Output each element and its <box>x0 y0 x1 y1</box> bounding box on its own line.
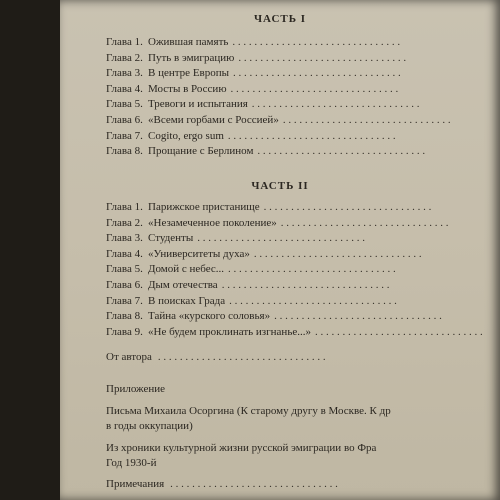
chapter-label: Глава 4. <box>106 82 143 95</box>
book-page <box>60 0 500 500</box>
leader-dots: . . . . . . . . . . . . . . . . . . . . . . . . . . . . . . . <box>230 82 399 95</box>
chapter-label: Глава 6. <box>106 113 143 126</box>
toc-row <box>106 326 500 342</box>
chapter-title: Домой с небес... <box>148 263 225 276</box>
chapter-title: Прощание с Берлином <box>148 145 254 158</box>
leader-dots: . . . . . . . . . . . . . . . . . . . . . . . . . . . . . . . <box>253 247 422 260</box>
leader-dots: . . . . . . . . . . . . . . . . . . . . . . . . . . . . . . . <box>221 278 390 291</box>
chapter-label: Глава 3. <box>106 232 143 245</box>
leader-dots: . . . . . . . . . . . . . . . . . . . . . . . . . . . . . . . <box>197 232 365 245</box>
toc-row <box>106 52 500 68</box>
leader-dots: . . . . . . . . . . . . . . . . . . . . . . . . . . . . . . . <box>233 67 401 80</box>
chapter-label: Глава 7. <box>106 129 143 142</box>
appendix-chronicle-line-2: Год 1930-й <box>106 457 157 469</box>
part-1-title: ЧАСТЬ I <box>253 13 307 25</box>
toc-row <box>106 279 500 295</box>
chapter-title: «Незамеченное поколение» <box>148 216 277 229</box>
appendix-chronicle-line-1: Из хроники культурной жизни русской эмиграции во Фра <box>106 442 377 454</box>
chapter-title: Ожившая память <box>148 36 229 48</box>
part-2-chapter-list <box>106 201 500 341</box>
notes-label: Примечания <box>106 478 165 490</box>
chapter-title: Мосты в Россию <box>148 82 227 95</box>
leader-dots: . . . . . . . . . . . . . . . . . . . . . . . . . . . . . . . <box>232 36 401 48</box>
chapter-label: Глава 7. <box>106 294 143 307</box>
chapter-label: Глава 5. <box>106 98 143 111</box>
chapter-label: Глава 8. <box>106 310 143 323</box>
leader-dots: . . . . . . . . . . . . . . . . . . . . . . . . . . . . . . . <box>280 216 449 229</box>
from-author-label: От автора <box>106 351 152 363</box>
toc-row <box>106 83 500 99</box>
toc-row <box>106 232 500 248</box>
chapter-label: Глава 8. <box>106 145 143 158</box>
leader-dots: . . . . . . . . . . . . . . . . . . . . . . . . . . . . . . . <box>157 351 326 363</box>
appendix-title: Приложение <box>106 383 166 395</box>
toc-row <box>106 295 500 311</box>
chapter-title: Путь в эмиграцию <box>148 51 235 64</box>
leader-dots: . . . . . . . . . . . . . . . . . . . . . . . . . . . . . . . <box>257 145 426 158</box>
chapter-title: В центре Европы <box>148 67 230 80</box>
toc-row <box>106 36 500 52</box>
chapter-title: Тайна «курского соловья» <box>148 310 271 323</box>
appendix-letters-line-2: в годы оккупации) <box>106 420 193 432</box>
chapter-label: Глава 1. <box>106 201 143 213</box>
chapter-label: Глава 6. <box>106 278 143 291</box>
leader-dots: . . . . . . . . . . . . . . . . . . . . . . . . . . . . . . . <box>274 310 442 323</box>
chapter-title: Парижское пристанище <box>148 201 260 213</box>
notes-entry <box>106 478 500 490</box>
toc-row <box>106 310 500 326</box>
toc-row <box>106 248 500 264</box>
leader-dots: . . . . . . . . . . . . . . . . . . . . . . . . . . . . . . . <box>282 113 451 126</box>
part-2-title: ЧАСТЬ II <box>251 180 309 192</box>
leader-dots: . . . . . . . . . . . . . . . . . . . . . . . . . . . . . . . <box>251 98 420 111</box>
toc-row <box>106 145 500 161</box>
chapter-label: Глава 1. <box>106 36 143 48</box>
toc-row <box>106 114 500 130</box>
chapter-title: Cogito, ergo sum <box>148 129 224 142</box>
leader-dots: . . . . . . . . . . . . . . . . . . . . . . . . . . . . . . . <box>227 129 396 142</box>
part-1-chapter-list <box>106 36 500 161</box>
chapter-title: «Не будем проклинать изгнанье...» <box>148 325 311 338</box>
toc-row <box>106 67 500 83</box>
appendix-letters-line-1: Письма Михаила Осоргина (К старому другу в Москве. К др <box>106 405 391 417</box>
leader-dots: . . . . . . . . . . . . . . . . . . . . . . . . . . . . . . . <box>238 51 407 64</box>
chapter-title: Студенты <box>148 232 194 245</box>
leader-dots: . . . . . . . . . . . . . . . . . . . . . . . . . . . . . . . <box>228 263 396 276</box>
leader-dots: . . . . . . . . . . . . . . . . . . . . . . . . . . . . . . . <box>263 201 432 213</box>
chapter-title: Дым отечества <box>148 278 218 291</box>
leader-dots: . . . . . . . . . . . . . . . . . . . . . . . . . . . . . . . <box>229 294 397 307</box>
leader-dots: . . . . . . . . . . . . . . . . . . . . . . . . . . . . . . . <box>170 478 338 490</box>
chapter-label: Глава 2. <box>106 216 143 229</box>
leader-dots: . . . . . . . . . . . . . . . . . . . . . . . . . . . . . . . <box>314 325 483 338</box>
chapter-title: В поисках Града <box>148 294 226 307</box>
appendix-chronicle-entry <box>106 441 500 471</box>
chapter-label: Глава 3. <box>106 67 143 80</box>
chapter-title: «Университеты духа» <box>148 247 250 260</box>
toc-row <box>106 217 500 233</box>
toc-row <box>106 201 500 217</box>
toc-row <box>106 130 500 146</box>
chapter-label: Глава 9. <box>106 325 143 338</box>
chapter-title: «Всеми горбами с Россией» <box>148 113 279 126</box>
toc-row <box>106 98 500 114</box>
from-author-entry <box>106 351 500 363</box>
chapter-label: Глава 5. <box>106 263 143 276</box>
chapter-label: Глава 2. <box>106 51 143 64</box>
toc-row <box>106 263 500 279</box>
appendix-letters-entry <box>106 404 500 434</box>
chapter-title: Тревоги и испытания <box>148 98 248 111</box>
chapter-label: Глава 4. <box>106 247 143 260</box>
